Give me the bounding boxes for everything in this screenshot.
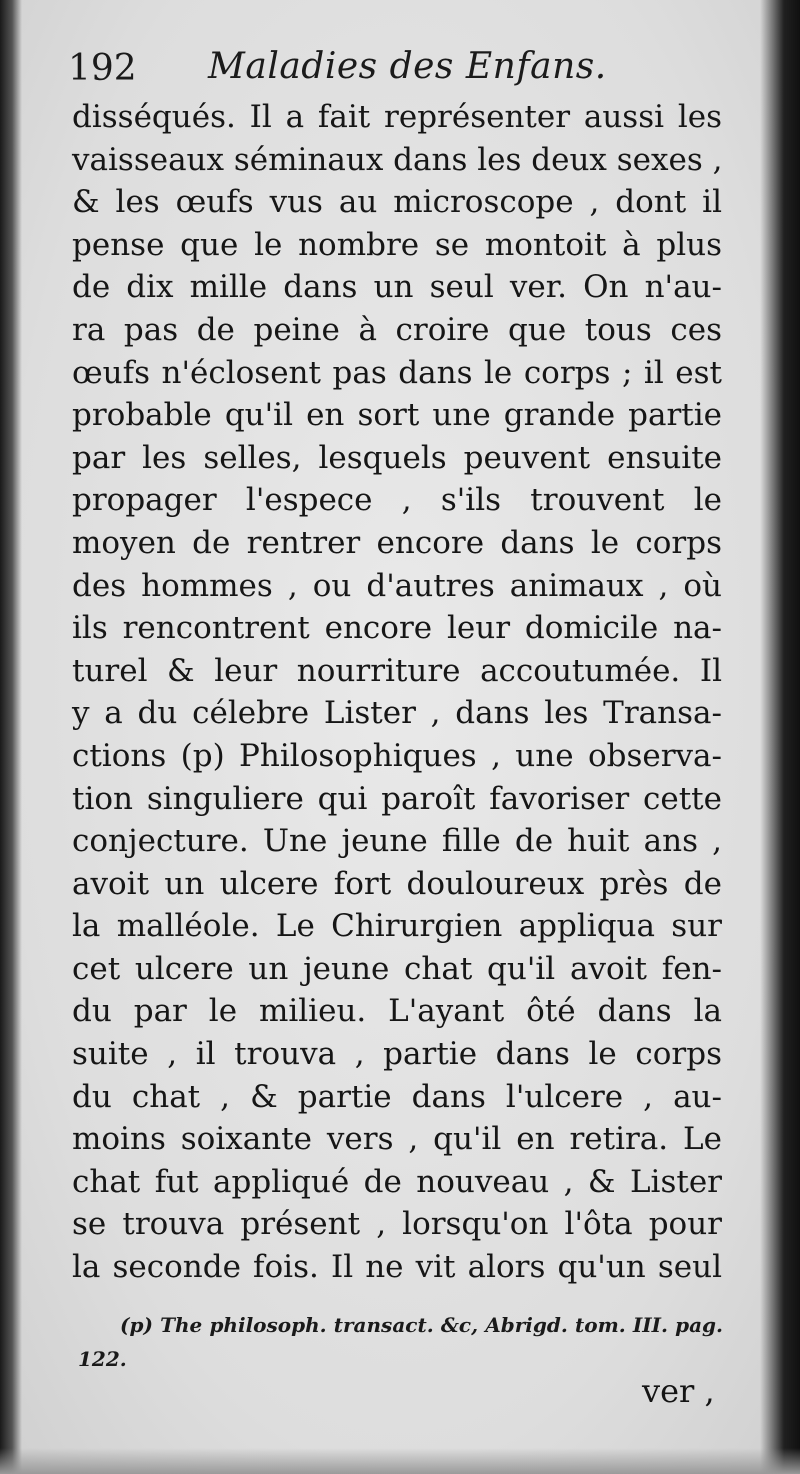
text-line: moyen de rentrer encore dans le corps (72, 524, 722, 561)
text-line: ctions (p) Philosophiques , une observa- (72, 737, 722, 774)
text-line: propager l'espece , s'ils trouvent le (72, 482, 722, 519)
text-line: disséqués. Il a fait représenter aussi les (72, 99, 722, 135)
text-line: la malléole. Le Chirurgien appliqua sur (72, 908, 722, 945)
text-line: pense que le nombre se montoit à plus (72, 226, 722, 263)
text-line: se trouva présent , lorsqu'on l'ôta pour (72, 1206, 722, 1243)
text-line: & les œufs vus au microscope , dont il (72, 184, 722, 221)
text-line: du chat , & partie dans l'ulcere , au- (72, 1078, 722, 1115)
body-text (72, 96, 722, 1289)
text-line: y a du célebre Lister , dans les Transa- (72, 695, 722, 732)
footnote (78, 1308, 723, 1376)
footnote-line: 122. (78, 1347, 127, 1371)
text-line: de dix mille dans un seul ver. On n'au- (72, 269, 722, 306)
catchword: ver , (642, 1372, 715, 1410)
text-line: moins soixante vers , qu'il en retira. Le (72, 1121, 722, 1158)
text-line: la seconde fois. Il ne vit alors qu'un seul (72, 1249, 722, 1286)
text-line: cet ulcere un jeune chat qu'il avoit fen- (72, 950, 722, 987)
text-line: ils rencontrent encore leur domicile na- (72, 610, 722, 647)
text-line: tion singuliere qui paroît favoriser cette (72, 780, 722, 817)
running-head (68, 46, 748, 96)
text-line: par les selles, lesquels peuvent ensuite (72, 439, 722, 476)
page-bottom-edge-shadow (0, 1448, 800, 1474)
text-line: avoit un ulcere fort douloureux près de (72, 865, 722, 902)
text-line: suite , il trouva , partie dans le corps (72, 1036, 722, 1073)
running-title: Maladies des Enfans. (208, 46, 607, 87)
text-line: des hommes , ou d'autres animaux , où (72, 567, 722, 604)
text-line: œufs n'éclosent pas dans le corps ; il est (72, 354, 722, 391)
page-right-edge-shadow (760, 0, 800, 1474)
footnote-line: (p) The philosoph. transact. &c, Abrigd. tom. III. pag. (120, 1313, 723, 1337)
text-line: probable qu'il en sort une grande partie (72, 397, 722, 434)
text-line: du par le milieu. L'ayant ôté dans la (72, 993, 722, 1030)
page-number: 192 (68, 48, 137, 89)
text-line: vaisseaux séminaux dans les deux sexes , (72, 141, 723, 178)
text-line: conjecture. Une jeune fille de huit ans , (72, 823, 722, 860)
text-line: ra pas de peine à croire que tous ces (72, 311, 722, 348)
text-line: chat fut appliqué de nouveau , & Lister (72, 1163, 722, 1200)
text-line: turel & leur nourriture accoutumée. Il (72, 652, 722, 689)
page-left-edge-shadow (0, 0, 22, 1474)
